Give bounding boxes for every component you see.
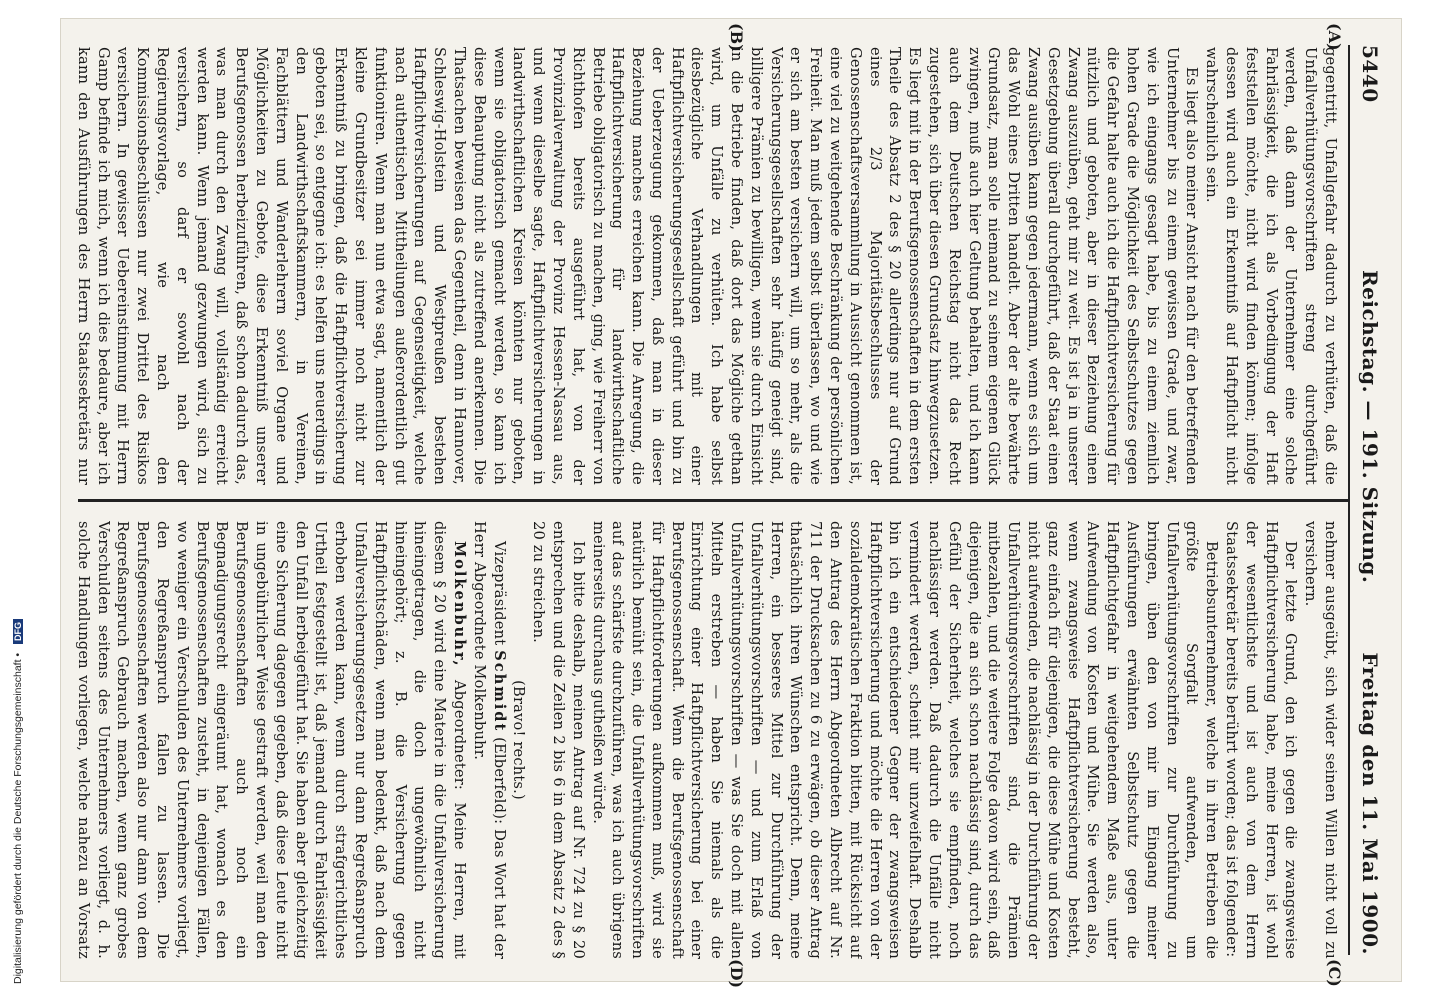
right-paragraph-2: Der letzte Grund, den ich gegen die zwangsweise Haftpflichtversicherung habe, meine Herren, ist wohl der wesentlichste und ist auch von dem Herrn Staatssekretär bereits berührt worden; das ist folgender: [1223, 521, 1300, 959]
president-text: (Elberfeld): Das Wort hat der Herr Abgeordnete Molkenbuhr. [470, 521, 508, 959]
applause-note: (Bravo! rechts.) [510, 680, 528, 800]
dfg-logo: DFG [13, 619, 23, 644]
left-paragraph-2: Es liegt also meiner Ansicht nach für den betreffenden Unternehmer bis zu einem gewissen Grade, und zwar, wie ich eingangs gesagt habe, bis zu einem ziemlich hohen Grade die Möglichkeit des Selbstschutzes gegen die Gefahr halte auch ich die Haftpflichtversicherung für nützlich und geboten, aber in dieser Beziehung einen Zwang auszuüben, geht mir zu weit. Es ist ja in unserer Gesetzgebung überall durchgeführt, daß der Staat einen Zwang ausüben kann gegen jedermann, wenn es sich um das Wohl eines Dritten handelt. Aber der alte bewährte Grundsatz, man solle niemand zu seinem eigenen Glück zwingen, muß auch hier Geltung behalten, und ich kann auch dem Deutschen Reichstag nicht das Recht zugestehen, sich über diesen Grundsatz hinwegzusetzen. Es liegt mit in der Berufsgenossenschaften in dem ersten Theile des Absatz 2 des § 20 allerdings nur auf Grund eines 2/3 Majoritätsbeschlusses der Genossenschaftsversammlung in Aussicht genommen ist, eine viel zu weitgehende Beschränkung der persönlichen Freiheit. Man muß jedem selbst überlassen, wo und wie er sich am besten versichern will, um so mehr, als die Versicherungsgesellschaften sehr häufig geneigt sind, billigere Prämien zu bewilligen, wenn sie durch Einsicht in die Betriebe finden, daß dort das Mögliche gethan wird, um Unfälle zu verhüten. Ich habe selbst diesbezügliche Verhandlungen mit einer Haftpflichtversicherungsgesellschaft geführt und bin zu der Ueberzeugung gekommen, daß man in dieser Beziehung manches erreichen kann. Die Anregung, die Haftpflichtversicherung für landwirthschaftliche Betriebe obligatorisch zu machen, ging, wie Freiherr von Richthofen bereits ausgeführt hat, von der Provinzialverwaltung der Provinz Hessen-Nassau aus, und wenn dieselbe sagte, Haftpflichtversicherungen in landwirthschaftlichen Kreisen könnten nur geboten, wenn sie obligatorisch gemacht werden, so kann ich diese Behauptung nicht als zutreffend anerkennen. Die Thatsachen beweisen das Gegentheil, denn in Hannover, Schleswig-Holstein und Westpreußen bestehen Haftpflichtversicherungen auf Gegenseitigkeit, welche nach authentischen Mittheilungen außerordentlich gut funktioniren. Wenn man nun etwa sagt, namentlich der kleine Grundbesitzer sei immer noch nicht zur Erkenntniß zu bringen, daß die Haftpflichtversicherung geboten sei, so entgegne ich: es helfen uns neuerdings in den Landwirthschaftskammern, in Vereinen, Fachblättern und Wanderlehrern soviel Organe und Möglichkeiten zu Gebote, diese Erkenntniß unserer Berufsgenossen herbeizuführen, daß schon dadurch das, was man durch den Zwang will, vollständig erreicht werden kann. Wenn jemand gezwungen wird, sich zu versichern, so darf er sowohl nach der Regierungsvorlage, wie nach den Kommissionsbeschlüssen nur zwei Drittel des Risikos versichern. In gewisser Uebereinstimmung mit Herrn Gamp befinde ich mich, wenn ich dies bedaure, aber ich kann den Ausführungen des Herrn Staatssekretärs nur [74, 47, 1201, 485]
rotated-page-content [66, 23, 1396, 989]
right-paragraph-3: Betriebsunternehmer, welche in ihren Betrieben die größte Sorgfalt aufwenden, um Unfallverhütungsvorschriften zur Durchführung zu bringen, üben den von mir im Eingang meiner Ausführungen erwähnten Selbstschutz gegen die Haftpflichtgefahr in weitgehendem Maße aus, unter Aufwendung von Kosten und Mühe. Sie werden also, wenn zwangsweise Haftpflichtversicherung besteht, ganz einfach für diejenigen, die diese Mühe und Kosten nicht aufwenden, die nachlässig in der Durchführung der Unfallverhütungsvorschriften sind, die Prämien mitbezahlen, und die weitere Folge davon wird sein, daß diejenigen, die an sich schon nachlässig sind, durch das Gefühl der Sicherheit, welches sie empfinden, noch nachlässiger werden. Daß dadurch die Unfälle nicht vermindert werden, scheint mir unzweifelhaft. Deshalb bin ich ein entschiedener Gegner der zwangsweisen Haftpflichtversicherung und möchte die Herren von der sozialdemokratischen Fraktion bitten, mit Rücksicht auf den Antrag des Herrn Abgeordneten Albrecht auf Nr. 711 der Drucksachen zu 6 zu erwägen, ob dieser Antrag thatsächlich ihren Wünschen entspricht. Denn, meine Herren, ein besseres Mittel zur Durchführung der Unfallverhütungsvorschriften — und zum Erlaß von Unfallverhütungsvorschriften — was Sie doch mit allen Mitteln erstreben — haben Sie niemals als die Einrichtung einer Haftpflichtversicherung bei einer Berufsgenossenschaft. Wenn die Berufsgenossenschaft für Haftpflichtforderungen aufkommen muß, wird sie natürlich bemüht sein, die Unfallverhütungsvorschriften auf das schärfste durchzuführen, was ich auch übrigens meinerseits durchaus gutheißen würde. [589, 521, 1221, 959]
right-text-column [72, 521, 1340, 959]
page-running-title: Reichstag. — 191. Sitzung. [1358, 270, 1382, 584]
left-text-column [72, 47, 1340, 485]
digitization-credit-text: Digitalisierung gefördert durch die Deutsche Forschungsgemeinschaft • [12, 652, 24, 984]
digitization-credit [12, 594, 28, 984]
margin-marker-a: (A) [1325, 23, 1344, 51]
right-paragraph-1: nehmer ausgeübt, sich wider seinen Willen nicht voll zu versichern. [1302, 521, 1339, 959]
margin-marker-c: (C) [1325, 959, 1344, 987]
scanned-page [60, 18, 1402, 989]
speaker-name: Molkenbuhr, [450, 541, 468, 668]
president-announcement [469, 521, 509, 959]
president-name: Schmidt [490, 650, 508, 733]
page-number: 5440 [1358, 45, 1382, 103]
margin-marker-b: (B) [727, 23, 746, 52]
president-title: Vizepräsident [490, 541, 508, 646]
speaker-text: Abgeordneter: Meine Herren, mit diesem § 20 wird eine Materie in die Unfallversicherung hineingetragen, die doch ungewöhnlich nicht hineingehört; z. B. die Versicherung gegen Haftpflichtschäden, wenn man bedenkt, daß nach dem Unfallversicherungsgesetzen nur dann Regreßanspruch erhoben werden kann, wenn durch strafgerichtliches Urtheil festgestellt ist, daß jemand durch Fahrlässigkeit den Unfall herbeigeführt hat. Sie haben aber gleichzeitig eine Sicherung dagegen gegeben, daß diese Leute nicht in ungebührlicher Weise gestraft werden, weil man den Berufsgenossenschaften auch noch ein Begnadigungsrecht eingeräumt hat, wonach es den Berufsgenossenschaften zusteht, in denjenigen Fällen, wo weniger ein Verschulden des Unternehmers vorliegt, den Regreßanspruch fallen zu lassen. Die Berufsgenossenschaften werden also nur dann von dem Regreßanspruch Gebrauch machen, wenn ganz grobes Verschulden seitens des Unternehmers vorliegt, d. h. solche Handlungen vorliegen, welche nahezu an Vorsatz [74, 521, 468, 959]
header-rule [1348, 45, 1350, 955]
page-date: Freitag den 11. Mai 1900. [1358, 652, 1382, 955]
speaker-paragraph [72, 521, 469, 959]
left-paragraph-1: gegentritt, Unfallgefahr dadurch zu verhüten, daß die Unfallverhütungsvorschriften streng durchgeführt werden, daß dann der Unternehmer eine solche Fahrlässigkeit, die ich als Vorbedingung der Haft feststellen möchte, nicht wird finden können; infolge dessen wird auch ein Erkenntniß auf Haftpflicht nicht wahrscheinlich sein. [1203, 47, 1339, 485]
page-header [1354, 45, 1382, 955]
right-paragraph-4: Ich bitte deshalb, meinen Antrag auf Nr. 724 zu § 20 entsprechen und die Zeilen 2 bis 6 in dem Absatz 2 des § 20 zu streichen. [530, 521, 587, 959]
margin-marker-d: (D) [727, 959, 746, 989]
column-rule [78, 499, 1348, 502]
